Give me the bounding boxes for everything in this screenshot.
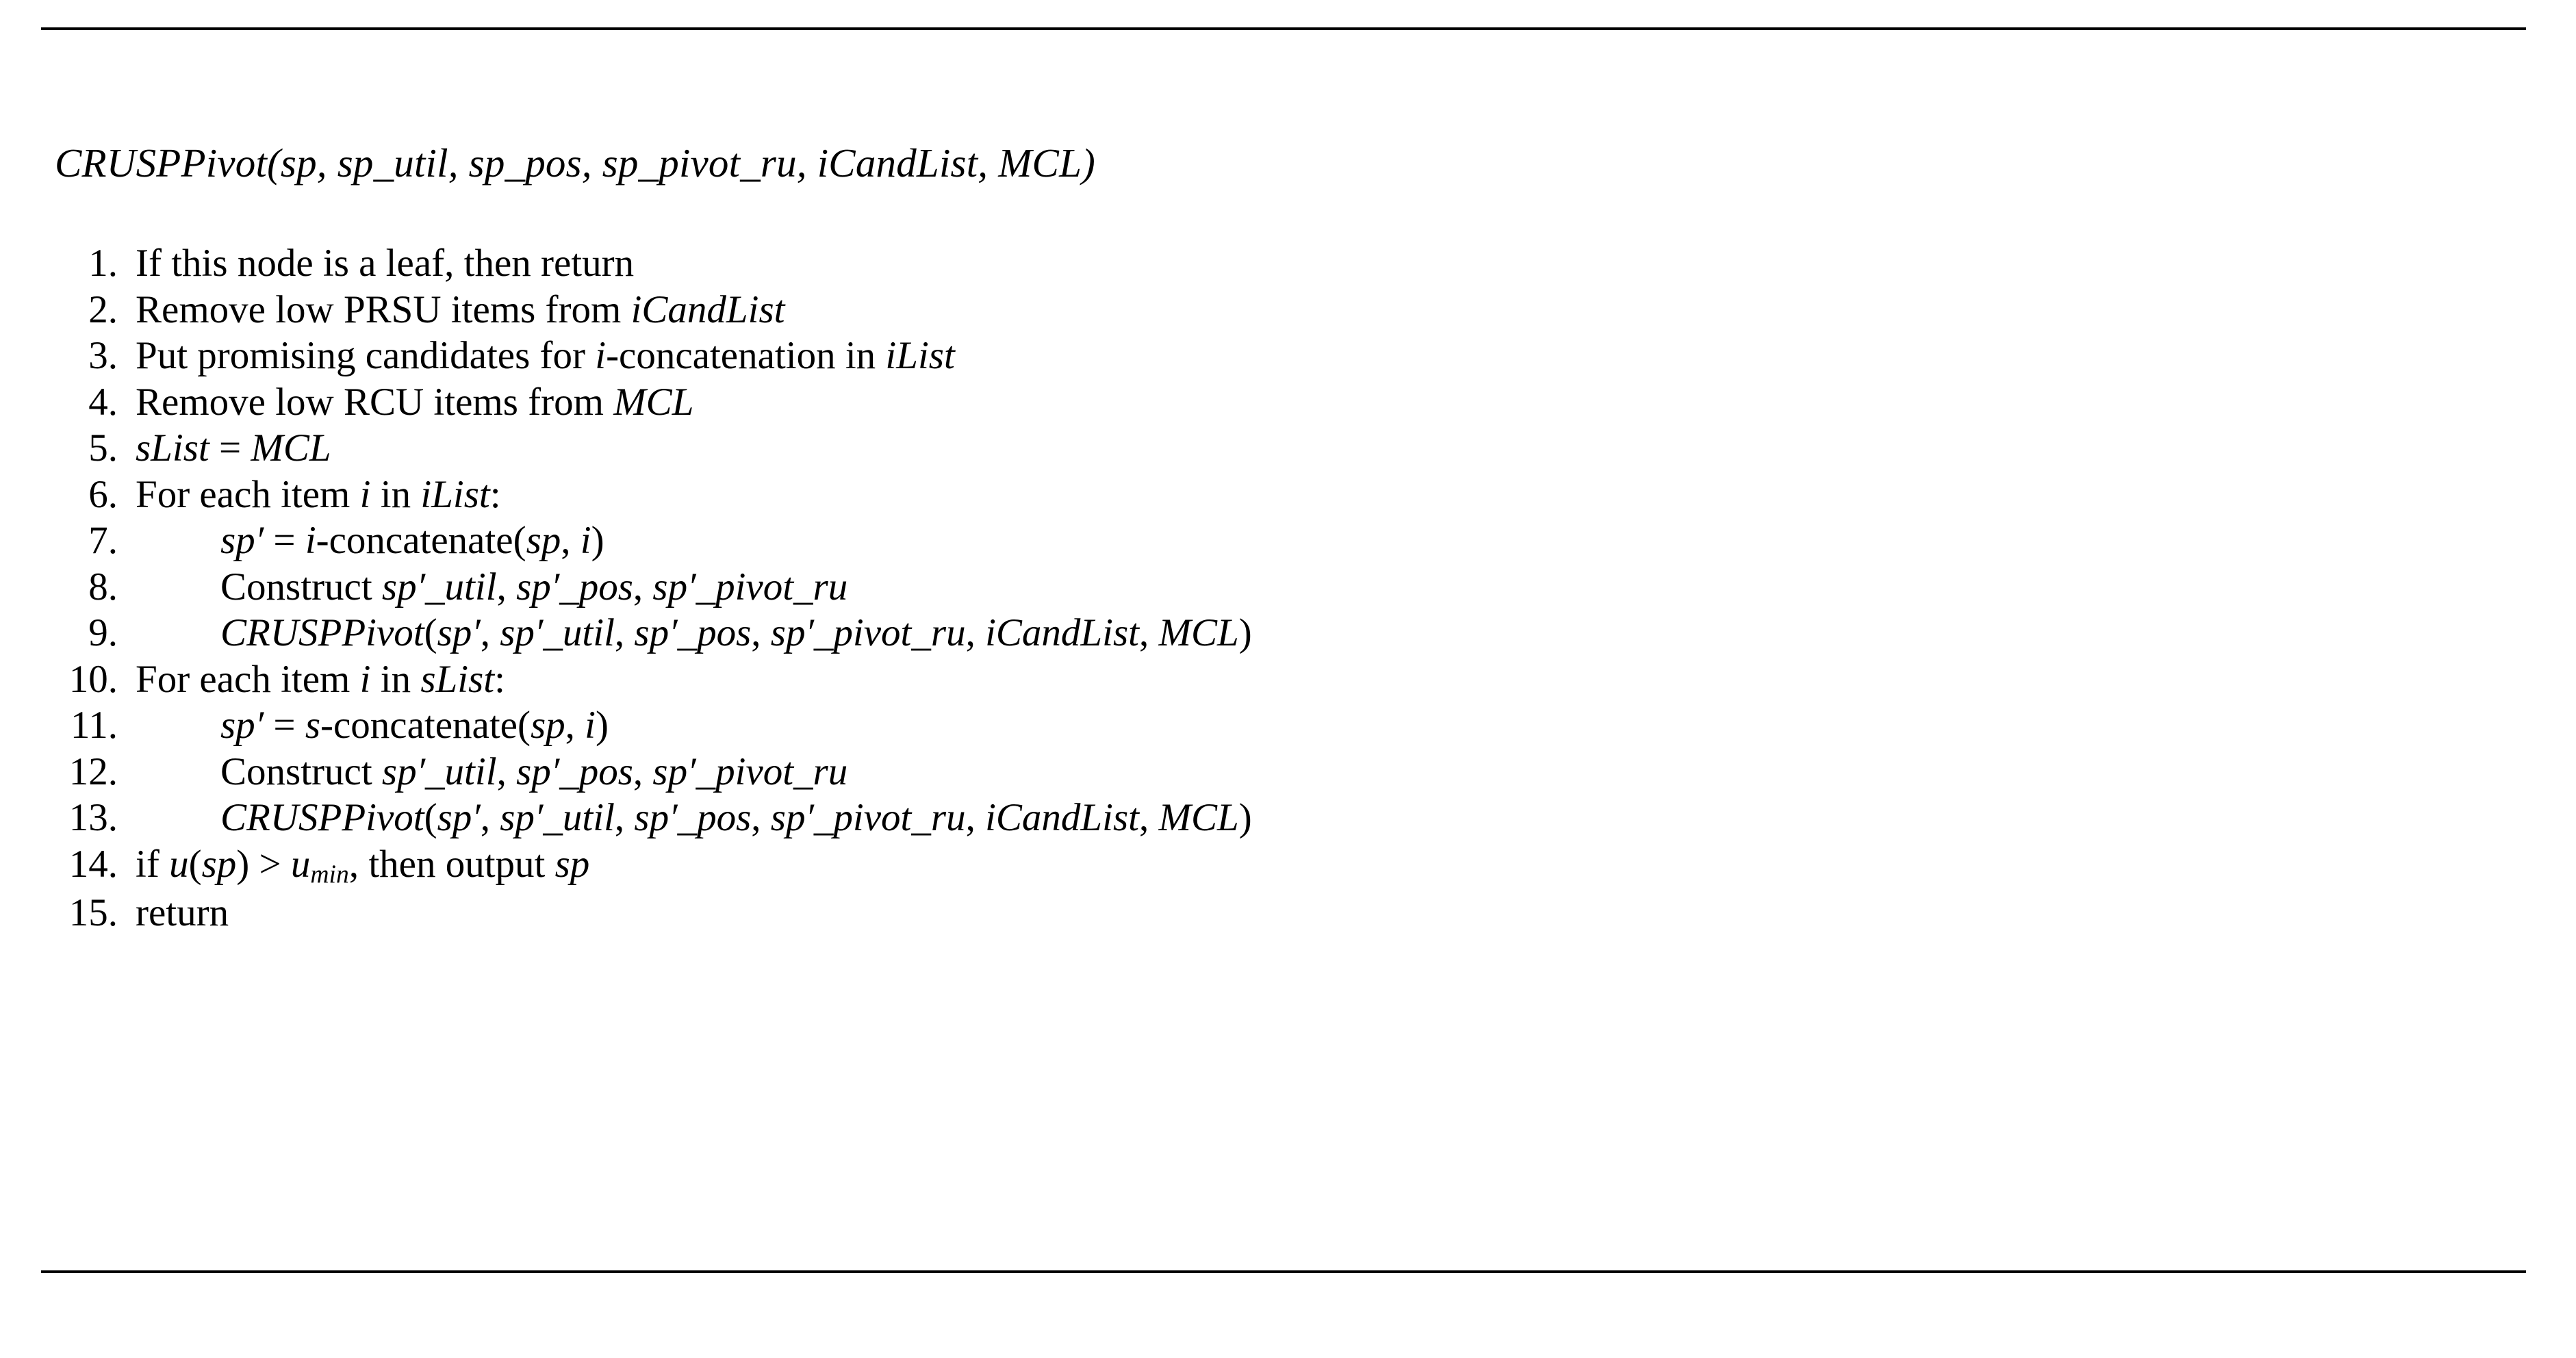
step-text: Remove low RCU items from MCL [136,380,694,424]
step-text: sp′ = i-concatenate(sp, i) [220,519,604,563]
algorithm-step [41,379,2526,426]
algorithm-steps [41,240,2526,936]
step-text: CRUSPPivot(sp′, sp′_util, sp′_pos, sp′_pivot_ru, iCandList, MCL) [220,796,1252,840]
step-text: sp′ = s-concatenate(sp, i) [220,704,609,747]
step-text: return [136,891,229,934]
step-text: Construct sp′_util, sp′_pos, sp′_pivot_ru [220,750,848,793]
algorithm-block [41,27,2526,1314]
step-number: 10. [68,657,118,701]
step-number: 5. [88,426,118,470]
step-number: 2. [88,287,118,331]
algorithm-step [41,240,2526,287]
top-rule [41,27,2526,30]
step-number: 4. [88,380,118,424]
algorithm-step [41,287,2526,333]
algorithm-step [41,702,2526,749]
step-text: Construct sp′_util, sp′_pos, sp′_pivot_ru [220,565,848,608]
algorithm-signature: CRUSPPivot(sp, sp_util, sp_pos, sp_pivot_ru, iCandList, MCL) [55,140,1095,185]
bottom-rule [41,1270,2526,1273]
algorithm-step [41,610,2526,656]
step-text: If this node is a leaf, then return [136,242,635,285]
step-text: For each item i in iList: [136,472,501,516]
algorithm-step [41,333,2526,379]
algorithm-step [41,656,2526,703]
step-number: 11. [70,704,118,747]
step-number: 8. [88,565,118,608]
algorithm-step [41,749,2526,795]
step-number: 6. [88,472,118,516]
step-text: CRUSPPivot(sp′, sp′_util, sp′_pos, sp′_pivot_ru, iCandList, MCL) [220,611,1252,655]
algorithm-step [41,472,2526,518]
step-number: 13. [68,796,118,840]
step-text: if $u(sp) > u_{min}$, then output sp [136,842,590,889]
step-text: For each item i in sList: [136,657,505,701]
step-number: 3. [88,334,118,378]
algorithm-step [41,795,2526,841]
algorithm-step [41,841,2526,890]
step-number: 12. [68,750,118,793]
step-text: Remove low PRSU items from iCandList [136,287,785,331]
step-text: sList = MCL [136,426,331,470]
step-number: 14. [68,842,118,886]
step-number: 9. [88,611,118,655]
step-number: 7. [88,519,118,563]
algorithm-step [41,890,2526,936]
step-number: 15. [68,891,118,934]
step-number: 1. [88,242,118,285]
step-text: Put promising candidates for i-concatenation in iList [136,334,955,378]
algorithm-step [41,517,2526,564]
algorithm-step [41,425,2526,472]
algorithm-step [41,564,2526,611]
